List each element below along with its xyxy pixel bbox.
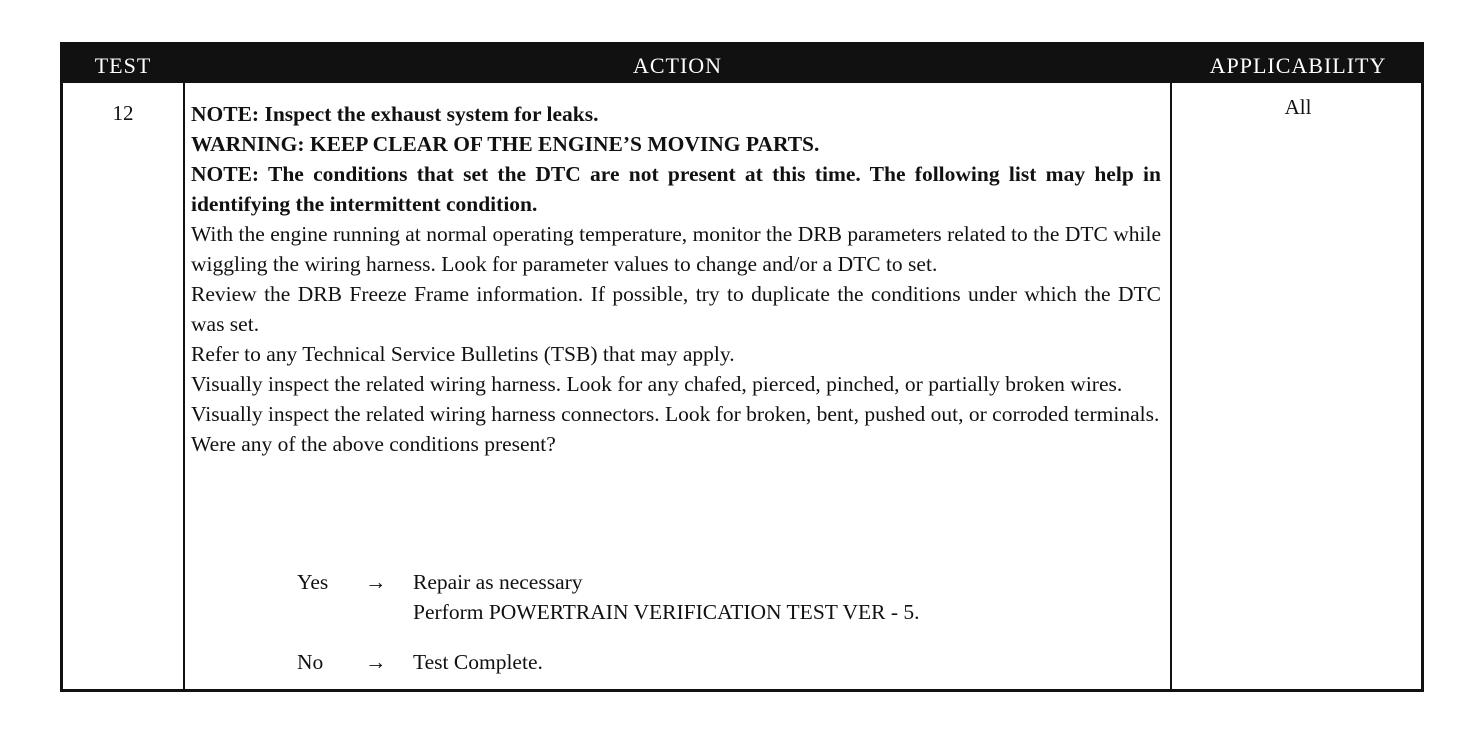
answer-yes-line1: Repair as necessary — [413, 570, 583, 594]
header-test: TEST — [94, 53, 152, 78]
answer-yes-key: Yes — [297, 570, 329, 594]
answer-yes — [297, 567, 1157, 627]
paragraph-connectors: Visually inspect the related wiring harness connectors. Look for broken, bent, pushed out, or corroded terminals. — [191, 402, 1160, 426]
test-number: 12 — [112, 101, 134, 125]
paragraph-tsb: Refer to any Technical Service Bulletins (TSB) that may apply. — [191, 342, 735, 366]
applicability-value: All — [1284, 95, 1312, 119]
warning-moving-parts: WARNING: KEEP CLEAR OF THE ENGINE’S MOVING PARTS. — [191, 132, 820, 156]
answer-no-key: No — [297, 650, 324, 674]
paragraph-wiring-harness: Visually inspect the related wiring harness. Look for any chafed, pierced, pinched, or partially broken wires. — [191, 372, 1123, 396]
answer-yes-line2: Perform POWERTRAIN VERIFICATION TEST VER - 5. — [413, 600, 920, 624]
header-action: ACTION — [632, 53, 723, 78]
answers — [297, 567, 1157, 677]
answer-no — [297, 647, 1157, 677]
note-exhaust: NOTE: Inspect the exhaust system for leaks. — [191, 102, 599, 126]
column-divider — [183, 83, 185, 689]
column-divider — [1170, 83, 1172, 689]
arrow-icon: → — [365, 570, 387, 594]
action-cell — [191, 99, 1161, 459]
paragraph-wiggle-test: With the engine running at normal operating temperature, monitor the DRB parameters related to the DTC while wiggling the wiring harness. Look for parameter values to change and/or a DTC to set. — [191, 222, 1161, 276]
question: Were any of the above conditions present? — [191, 432, 556, 456]
note-intermittent: NOTE: The conditions that set the DTC are not present at this time. The following list may help in identifying the intermittent condition. — [191, 162, 1161, 216]
arrow-icon: → — [365, 650, 387, 674]
table-header — [63, 45, 1421, 83]
header-applicability: APPLICABILITY — [1209, 53, 1387, 78]
diagnostic-table — [60, 42, 1424, 692]
paragraph-freeze-frame: Review the DRB Freeze Frame information. If possible, try to duplicate the conditions under which the DTC was set. — [191, 282, 1161, 336]
answer-no-line1: Test Complete. — [413, 650, 543, 674]
